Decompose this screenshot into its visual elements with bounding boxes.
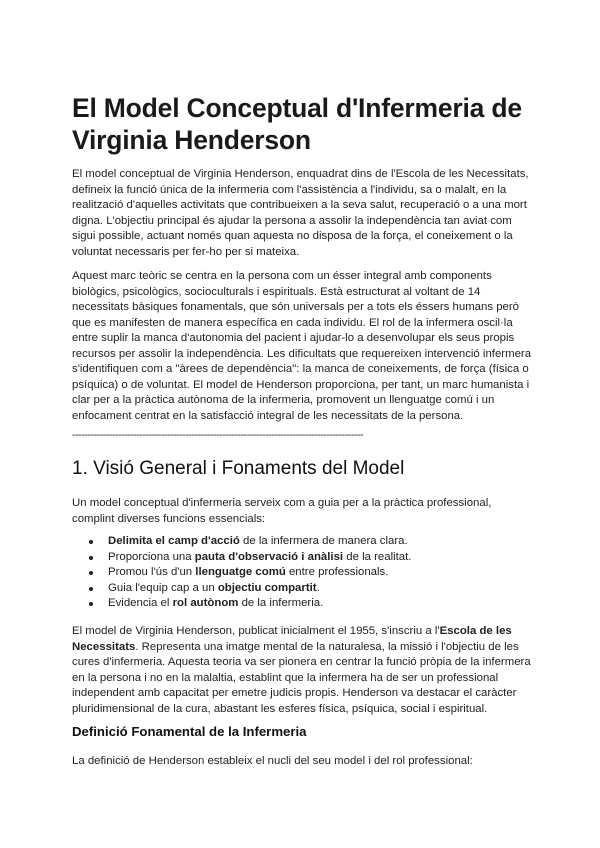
section-lead: Un model conceptual d'infermeria serveix com a guia per a la pràctica professional, complint diverses funcions essencials: xyxy=(72,497,492,525)
history-bold: Escola de les Necessitats xyxy=(72,625,512,653)
list-item-text: Proporciona una xyxy=(108,550,195,563)
list-item xyxy=(72,534,534,550)
list-item-bold: objectiu compartit xyxy=(217,581,317,594)
list-item-text: Promou l'ús d'un xyxy=(108,566,196,578)
section-heading: 1. Visió General i Fonaments del Model xyxy=(72,458,405,479)
history-paragraph xyxy=(72,624,534,717)
intro-paragraph-2: Aquest marc teòric se centra en la persona com un ésser integral amb components biològics, psicològics, socioculturals i espirituals. Està estructurat al voltant de 14 necessitats bàsiques fonamentals, que són universals per a tots els éssers humans però que es manifesten de manera específica en cada individu. El rol de la infermera oscil·la entre suplir la manca d'autonomia del pacient i ajudar-lo a desenvolupar els seus propis recursos per assolir la independència. Les dificultats que requereixen intervenció infermera s'identifiquen com a "àrees de dependència": la manca de coneixements, de força (física o psíquica) o de voluntat. El model de Henderson proporciona, per tant, un marc humanista i clar per a la pràctica autònoma de la infermeria, promovent un llenguatge comú i un enfocament centrat en la satisfacció integral de les necessitats de la persona. xyxy=(72,270,532,422)
bullet-icon xyxy=(89,571,93,575)
list-item-bold: Delimita el camp d'acció xyxy=(108,535,240,547)
subsection-lead: La definició de Henderson estableix el nucli del seu model i del rol professional: xyxy=(72,755,473,767)
history-text-rest: . Representa una imatge mental de la naturalesa, la missió i l'objectiu de les cures d'infermeria. Aquesta teoria va ser pionera en centrar la funció pròpia de la infermera en la persona i no en la malaltia, establint que la infermera ha de ser un professional independent amb capacitat per emetre judicis propis. Henderson va destacar el caràcter pluridimensional de la cura, abastant les esferes física, psíquica, social i espiritual. xyxy=(72,640,531,715)
history-text: El model de Virginia Henderson, publicat inicialment el 1955, s'inscriu a l' xyxy=(72,625,440,637)
bullet-icon xyxy=(89,540,93,544)
list-item-text: de la infermeria. xyxy=(238,597,324,609)
list-item xyxy=(72,550,534,566)
list-item-text: Guia l'equip cap a un xyxy=(108,581,218,594)
list-item-text: de la realitat. xyxy=(343,550,412,563)
list-item-text: de la infermera de manera clara. xyxy=(239,535,408,547)
list-item-text: entre professionals. xyxy=(285,566,389,578)
list-item xyxy=(72,565,534,581)
list-item-bold: rol autònom xyxy=(172,597,239,609)
list-item-bold: llenguatge comú xyxy=(195,566,286,578)
functions-list xyxy=(72,534,534,612)
list-item xyxy=(72,581,534,597)
subsection-heading: Definició Fonamental de la Infermeria xyxy=(72,724,307,739)
list-item xyxy=(72,596,534,612)
bullet-icon xyxy=(89,587,93,591)
separator-line: ----------------------------------------------------------------------------------------------- xyxy=(72,429,363,441)
list-item-text: Evidencia el xyxy=(108,597,173,609)
list-item-bold: pauta d'observació i anàlisi xyxy=(194,550,344,563)
intro-paragraph-1: El model conceptual de Virginia Henderson, enquadrat dins de l'Escola de les Necessitats, defineix la funció única de la infermeria com l'assistència a l'individu, sa o malalt, en la realització d'aquelles activitats que contribueixen a la seva salut, recuperació o a una mort digna. L'objectiu principal és ajudar la persona a assolir la independència tan aviat com sigui possible, actuant només quan aquesta no disposa de la força, el coneixement o la voluntat necessaris per fer-ho per si mateixa. xyxy=(72,168,529,258)
bullet-icon xyxy=(89,556,93,560)
document-title: El Model Conceptual d'Infermeria de Virginia Henderson xyxy=(72,93,522,155)
bullet-icon xyxy=(89,602,93,606)
list-item-text: . xyxy=(316,581,320,594)
